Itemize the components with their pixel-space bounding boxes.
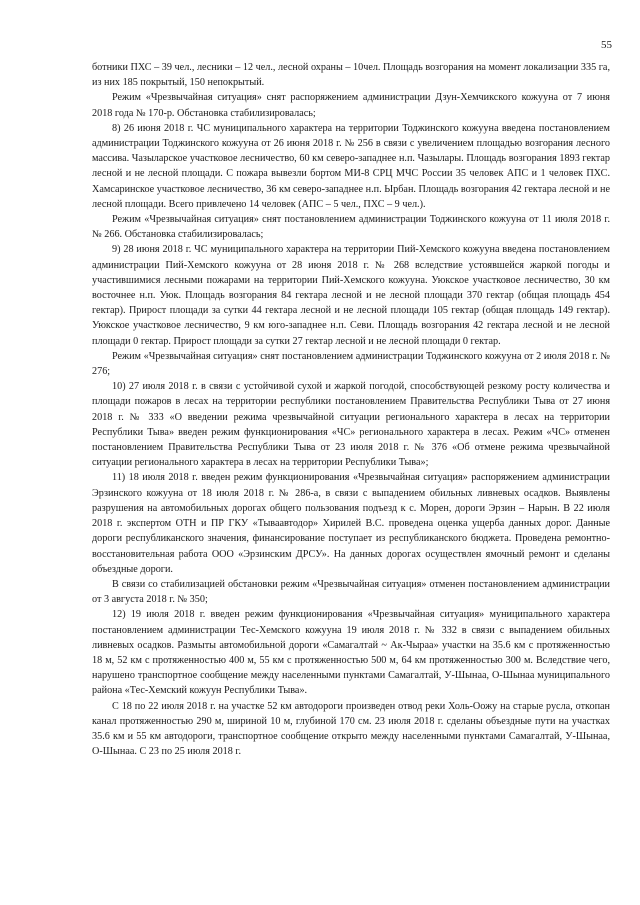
paragraph: 10) 27 июля 2018 г. в связи с устойчивой сухой и жаркой погодой, способствующей резкому росту количества и площади пожаров в лесах на территории республики постановлением Правительства Республики Тыва от 27 июня 2018 г. № 333 «О введении режима чрезвычайной ситуации регионального характера в лесах на территории Республики Тыва» введен режим функционирования «ЧС» регионального характера в лесах. Режим «ЧС» отменен постановлением Правительства Республики Тыва от 23 июля 2018 г. № 376 «Об отмене режима чрезвычайной ситуации регионального характера в лесах на территории Республики Тыва»; — [92, 381, 610, 469]
body-text — [92, 60, 610, 759]
paragraph: ботники ПХС – 39 чел., лесники – 12 чел., лесной охраны – 10чел. Площадь возгорания на момент локализации 335 га, из них 185 покрытый, 150 непокрытый. — [92, 62, 610, 89]
paragraph: В связи со стабилизацией обстановки режим «Чрезвычайная ситуация» отменен постановлением администрации от 3 августа 2018 г. № 350; — [92, 578, 610, 606]
paragraph: 9) 28 июня 2018 г. ЧС муниципального характера на территории Пий-Хемского кожууна введена постановлением администрации Пий-Хемского кожууна от 28 июня 2018 г. № 268 вследствие устоявшейся жаркой погоды и участившимися лесными пожарами на территории Пий-Хемского кожууна. Уюкское участковое лесничество, 30 км восточнее н.п. Уюк. Площадь возгорания 84 гектара лесной и не лесной площади 370 гектар (общая площадь 454 гектар). Прирост площади за сутки 44 гектара лесной и не лесной площади 105 гектар (общая площадь 149 гектар). Уюкское участковое лесничество, 9 км юго-западнее н.п. Севи. Площадь возгорания 42 гектара лесной и не лесной площади 0 гектар. Прирост площади за сутки 27 гектар лесной и не лесной площади 0 гектар. — [92, 244, 610, 347]
paragraph: 8) 26 июня 2018 г. ЧС муниципального характера на территории Тоджинского кожууна введена постановлением администрации Тоджинского кожууна от 26 июня 2018 г. № 256 в связи с увеличением площадью возгорания лесного массива. Чазыларское участковое лесничество, 60 км северо-западнее н.п. Чазылары. Площадь возгорания 1893 гектар лесной и не лесной площади. С пожара вывезли бортом МИ-8 СРЦ МЧС России 35 человек АПС и 1 человек ПХС. Хамсаринское участковое лесничество, 36 км северо-западнее н.п. Ырбан. Площадь возгорания 42 гектара лесной и не лесной площади. Всего привлечено 14 человек (АПС – 5 чел., ПХС – 9 чел.). — [92, 122, 610, 210]
paragraph: Режим «Чрезвычайная ситуация» снят постановлением администрации Тоджинского кожууна от 2 июля 2018 г. № 276; — [92, 350, 610, 378]
page-number: 55 — [601, 39, 612, 51]
paragraph: 11) 18 июля 2018 г. введен режим функционирования «Чрезвычайная ситуация» распоряжением администрации Эрзинского кожууна от 18 июля 2018 г. № 286-а, в связи с выпадением обильных ливневых осадков. Выявлены разрушения на автомобильных дорогах общего пользования подъезд к с. Морен, дороги Эрзин – Нарын. В 22 июля 2018 г. экспертом ОТН и ПР ГКУ «Тываавтодор» Хирилей В.С. проведена оценка ущерба данных дорог. Данные дороги республиканского значения, финансирование поступает из республиканского бюджета. Проведена ремонтно-восстановительная работа ООО «Эрзинским ДРСУ». На данных дорогах осуществлен ямочный ремонт и сделаны объездные дороги. — [92, 472, 610, 575]
paragraph: Режим «Чрезвычайная ситуация» снят постановлением администрации Тоджинского кожууна от 11 июля 2018 г. № 266. Обстановка стабилизировалась; — [92, 214, 610, 241]
paragraph: С 18 по 22 июля 2018 г. на участке 52 км автодороги произведен отвод реки Холь-Оожу на старые русла, откопан канал протяженностью 290 м, шириной 10 м, глубиной 170 см. 23 июля 2018 г. сделаны объездные пути на участках 35.6 км и 55 км автодороги, транспортное сообщение открыто между населенными пунктами Самагалтай, У-Шынаа, О-Шынаа. С 23 по 25 июля 2018 г. — [92, 700, 610, 758]
paragraph: Режим «Чрезвычайная ситуация» снят распоряжением администрации Дзун-Хемчикского кожууна от 7 июня 2018 года № 170-р. Обстановка стабилизировалась; — [92, 92, 610, 119]
paragraph: 12) 19 июля 2018 г. введен режим функционирования «Чрезвычайная ситуация» муниципального характера постановлением администрации Тес-Хемского кожууна 19 июля 2018 г. № 332 в связи с выпадением обильных ливневых осадков. Размыты автомобильной дороги «Самагалтай ~ Ак-Чыраа» участки на 35.6 км с протяженностью 18 м, 52 км с протяженностью 400 м, 55 км с протяженностью 500 м, 64 км протяженностью 300 м. Вследствие чего, нарушено транспортное сообщение между населенными пунктами Самагалтай, У-Шынаа, О-Шынаа муниципального района «Тес-Хемский кожуун Республики Тыва». — [92, 609, 610, 697]
